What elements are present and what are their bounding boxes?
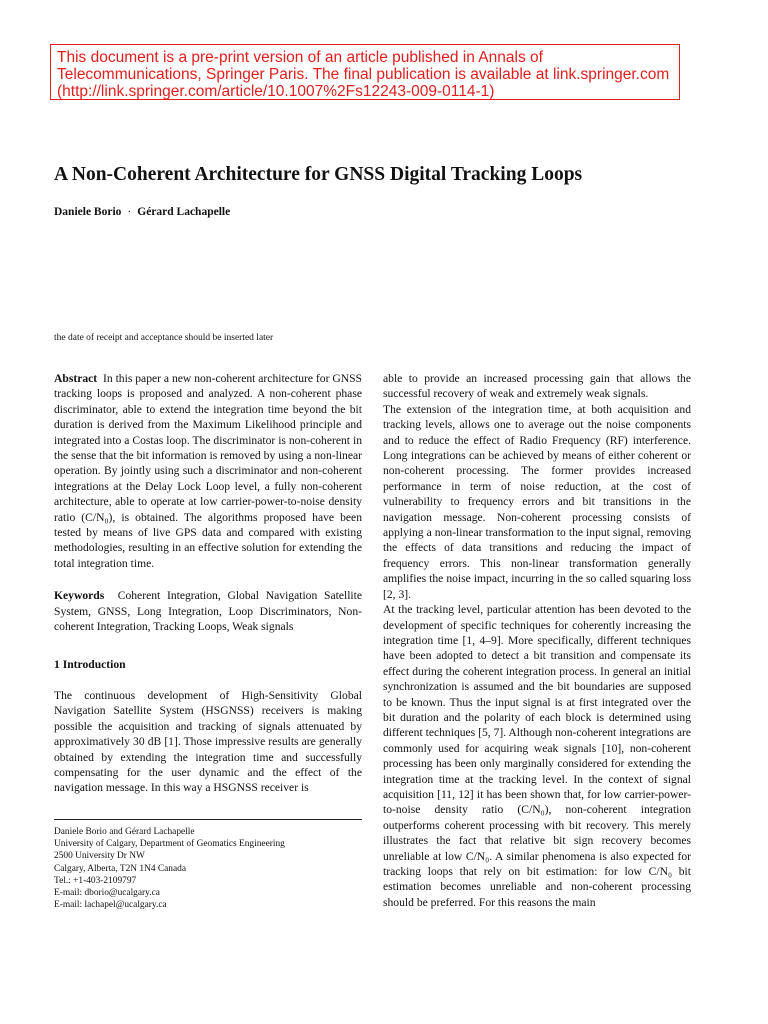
footnote-tel: Tel.: +1-403-2109797 [54,875,137,886]
preprint-notice-box [50,44,680,100]
footnote-street: 2500 University Dr NW [54,851,145,862]
notice-line-3: (http://link.springer.com/article/10.1007%2Fs12243-009-0114-1) [57,83,495,100]
body-paragraph: At the tracking level, particular attention has been devoted to the development of specific techniques for coherently increasing the integration time [1, 4–9]. More specifically, different techniques have been adopted to detect a bit transition and compensate its effect during the coherent integration process. In general an initial synchronization is assumed and the bit boundaries are supposed to be known. Thus the input signal is at first integrated over the bit duration and the polarity of each block is determined using different techniques [5, 7]. Although non-coherent integrations are commonly used for acquiring weak signals [10], non-coherent processing has been only marginally considered for extending the integration time at the tracking level. In the context of signal acquisition [11, 12] it has been shown that, for low carrier-power-to-noise density ratio (C/N₀), non-coherent integration outperforms coherent processing with bit recovery. This merely illustrates the fact that relative bit sign recovery becomes unreliable at low C/N₀. A similar phenomena is also expected for tracking loops that rely on bit estimation: for low C/N₀ bit estimation becomes unreliable and non-coherent processing should be preferred. For this reasons the main [383,603,691,909]
keywords [54,588,362,634]
abstract [54,371,362,571]
left-column [54,371,362,796]
author-name: Gérard Lachapelle [137,206,231,218]
author-list [54,206,230,218]
body-paragraph: The extension of the integration time, at both acquisition and tracking levels, allows one to average out the noise components and to reduce the effect of Radio Frequency (RF) interference. Long integrations can be achieved by means of either coherent or non-coherent processing. The former provides increased performance in term of noise reduction, at the cost of vulnerability to frequency errors and bit transitions in the navigation message. Non-coherent processing consists of applying a non-linear transformation to the input signal, removing the effects of data transitions and reducing the impact of frequency errors. This non-linear transformation generally amplifies the noise impact, incurring in the so called squaring loss [2, 3]. [383,402,691,601]
footnote-names: Daniele Borio and Gérard Lachapelle [54,827,195,837]
body-paragraph: able to provide an increased processing gain that allows the successful recovery of weak and extremely weak signals. [383,372,691,401]
footnote-email: E-mail: dborio@ucalgary.ca [54,888,160,899]
footnote-affiliation: University of Calgary, Department of Geomatics Engineering [54,839,285,850]
footnote-city: Calgary, Alberta, T2N 1N4 Canada [54,863,186,874]
author-name: Daniele Borio [54,206,122,218]
notice-line-2: Telecommunications, Springer Paris. The final publication is available at link.springer.com [57,66,670,83]
right-column [383,371,691,910]
footnote-email: E-mail: lachapel@ucalgary.ca [54,900,167,911]
date-note: the date of receipt and acceptance should be inserted later [54,333,274,343]
author-separator: · [127,206,132,218]
keywords-label: Keywords [54,589,105,603]
intro-paragraph: The continuous development of High-Sensitivity Global Navigation Satellite System (HSGNSS) receivers is making possible the acquisition and tracking of signals attenuated by approximatively 30 dB [1]. Those impressive results are generally obtained by extending the integration time and successfully compensating for the user dynamic and the effect of the navigation message. In this way a HSGNSS receiver is [54,688,362,795]
notice-line-1: This document is a pre-print version of an article published in Annals of [57,49,543,66]
abstract-text: In this paper a new non-coherent architecture for GNSS tracking loops is proposed and analyzed. A non-coherent phase discriminator, able to extend the integration time beyond the bit duration is derived from the Maximum Likelihood principle and integrated into a Costas loop. The discriminator is non-coherent in the sense that the bit information is removed by using a non-linear operation. By jointly using such a discriminator and non-coherent integrations at the Delay Lock Loop level, a fully non-coherent architecture, able to operate at low carrier-power-to-noise density ratio (C/N₀), is obtained. The algorithms proposed have been tested by means of live GPS data and compared with existing methodologies, resulting in an effective solution for extending the total integration time. [54,372,362,570]
paper-title: A Non-Coherent Architecture for GNSS Digital Tracking Loops [54,164,583,185]
keywords-text: Coherent Integration, Global Navigation Satellite System, GNSS, Long Integration, Loop Discriminators, Non-coherent Integration, Tracking Loops, Weak signals [54,589,363,634]
section-heading: 1 Introduction [54,657,126,671]
author-affiliation-footnote [54,819,362,911]
abstract-label: Abstract [54,372,98,385]
